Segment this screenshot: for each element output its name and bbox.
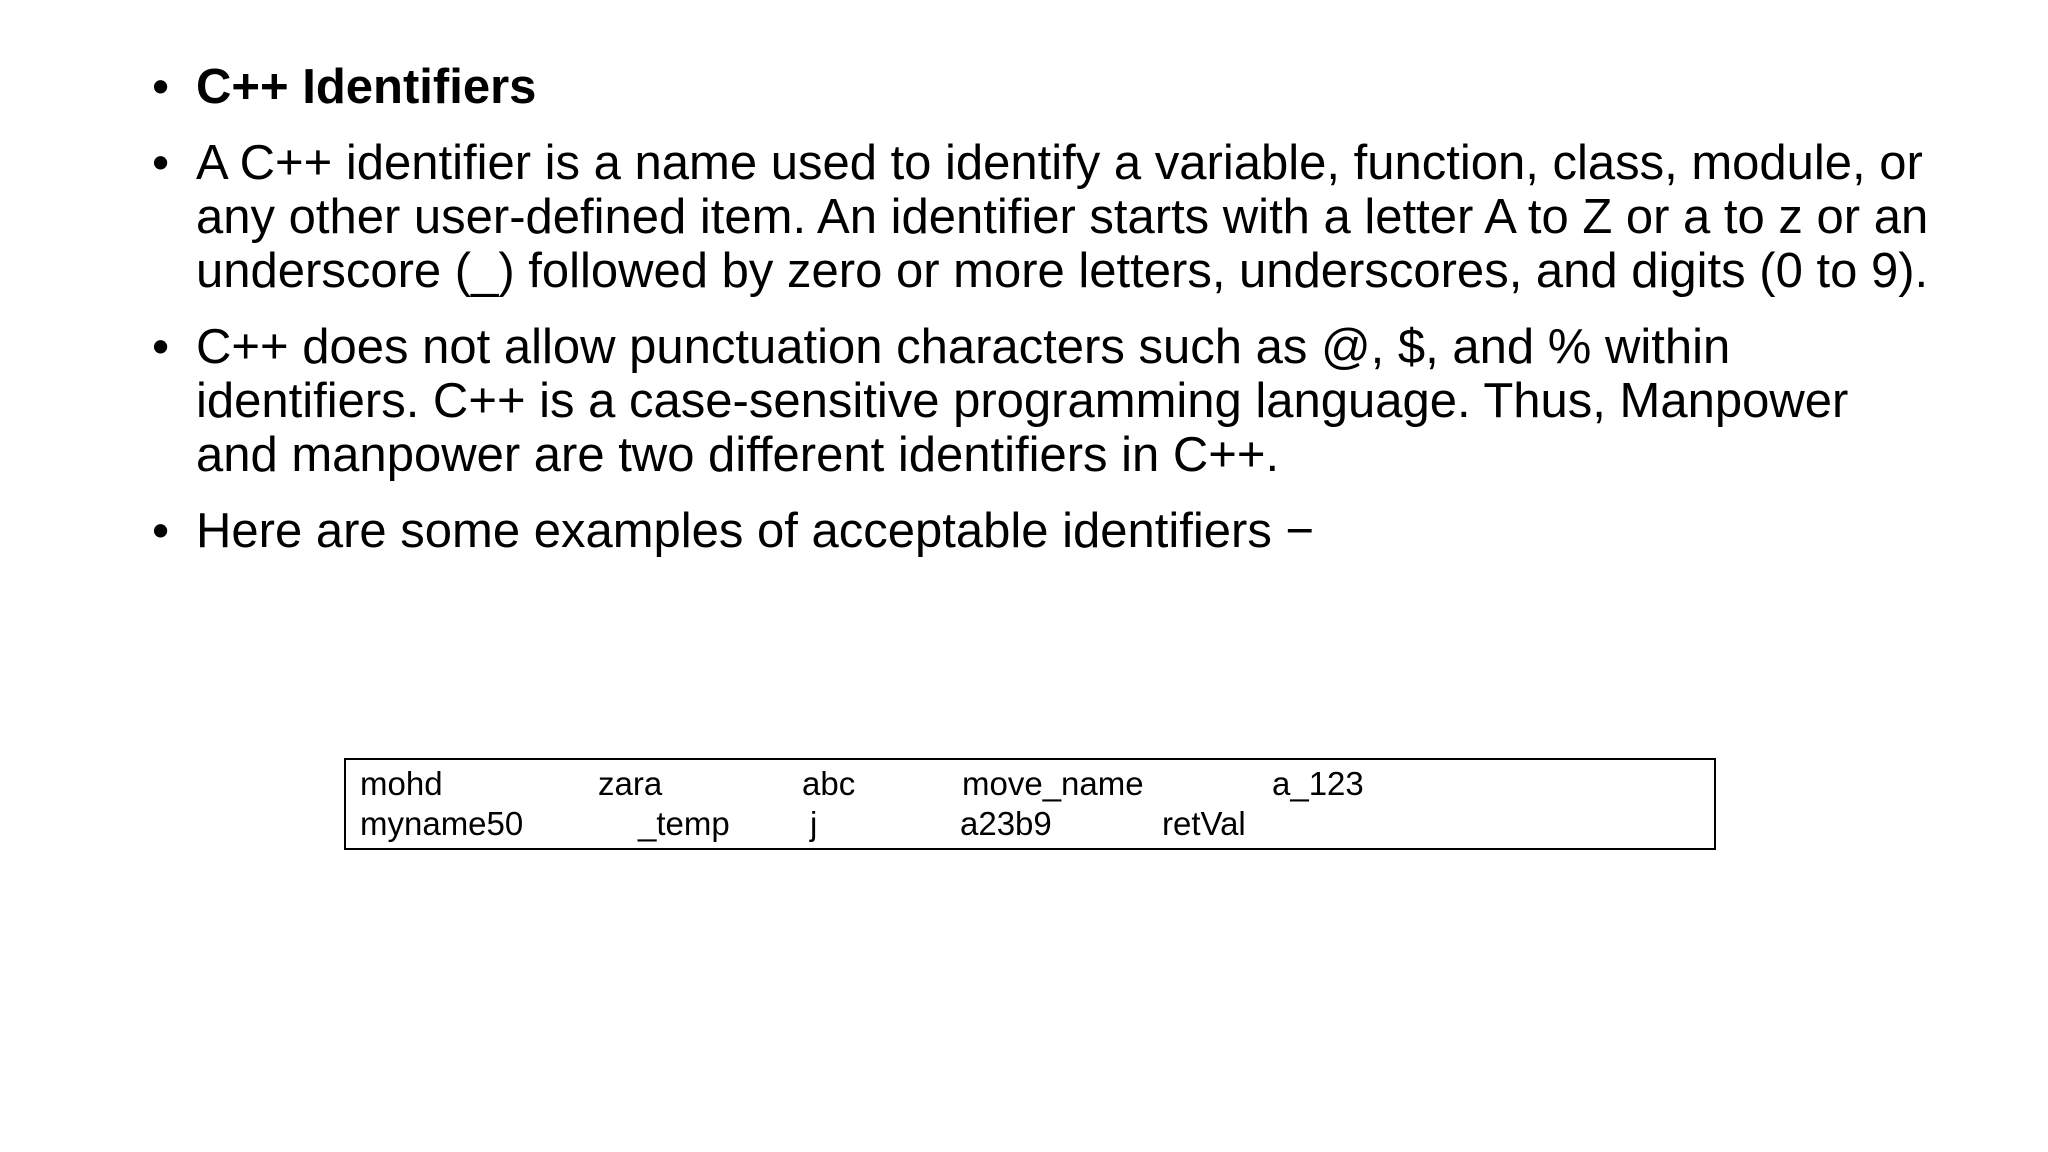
examples-row <box>346 804 1714 844</box>
bullet-list <box>152 60 1942 580</box>
examples-row <box>346 764 1714 804</box>
bullet-marker: • <box>152 60 170 114</box>
example-identifier: _temp <box>638 805 730 842</box>
example-identifier: j <box>810 805 818 842</box>
slide-heading: C++ Identifiers <box>196 60 537 114</box>
bullet-heading <box>152 60 1942 114</box>
examples-box <box>344 758 1716 850</box>
bullet-examples-intro <box>152 504 1942 558</box>
bullet-text: Here are some examples of acceptable identifiers − <box>196 504 1315 558</box>
example-identifier: zara <box>598 765 663 802</box>
example-identifier: move_name <box>962 765 1144 802</box>
example-identifier: retVal <box>1162 805 1246 842</box>
bullet-rules <box>152 320 1942 482</box>
example-identifier: mohd <box>360 765 443 802</box>
example-identifier: abc <box>802 765 856 802</box>
example-identifier: myname50 <box>360 805 524 842</box>
bullet-definition <box>152 136 1942 298</box>
bullet-marker: • <box>152 136 170 190</box>
bullet-marker: • <box>152 320 170 374</box>
example-identifier: a23b9 <box>960 805 1052 842</box>
bullet-marker: • <box>152 504 170 558</box>
bullet-text: A C++ identifier is a name used to identify a variable, function, class, module, or any other user-defined item. An identifier starts with a letter A to Z or a to z or an underscore (_) followed by zero or more letters, underscores, and digits (0 to 9). <box>196 136 1929 298</box>
example-identifier: a_123 <box>1272 765 1364 802</box>
bullet-text: C++ does not allow punctuation characters such as @, $, and % within identifiers. C++ is a case-sensitive programming language. Thus, Manpower and manpower are two different identifiers in C++. <box>196 320 1849 482</box>
